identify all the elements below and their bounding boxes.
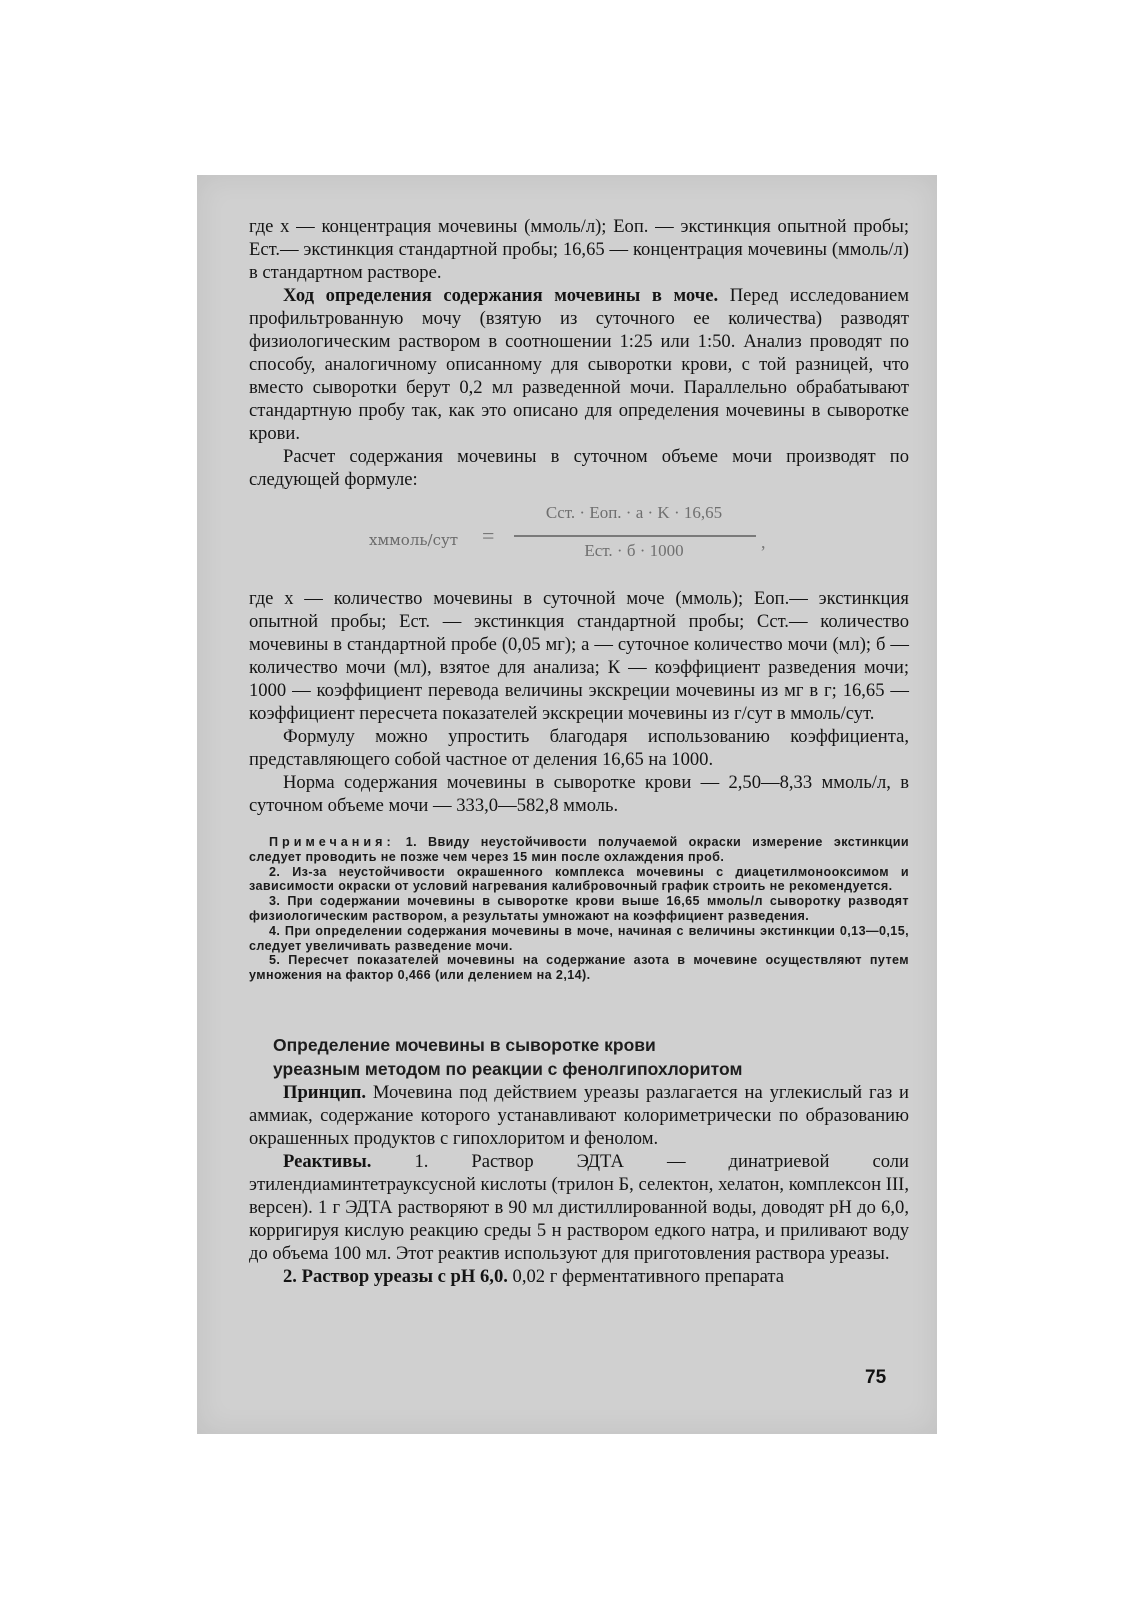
procedure-text: Перед исследованием профильтрованную мочу (взятую из суточного ее количества) разводят физиологическим раствором в соотношении 1:25 или 1:50. Анализ проводят по способу, аналогичному описанному для сыворотки крови, с той разницей, что вместо сыворотки берут 0,2 мл разведенной мочи. Параллельно обрабатывают стандартную пробу так, как это описано для определения мочевины в сыворотке крови. <box>249 285 910 444</box>
fraction-bar <box>514 535 756 537</box>
procedure-heading: Ход определения содержания мочевины в моче. <box>283 285 719 306</box>
section-heading <box>273 1033 909 1081</box>
page-number: 75 <box>865 1367 887 1388</box>
formula-comma: , <box>761 532 766 552</box>
note-4: 4. При определении содержания мочевины в моче, начиная с величины экстинкции 0,13—0,15, следует увеличивать разведение мочи. <box>249 923 909 953</box>
daily-urea-formula <box>249 491 909 587</box>
paragraph-norm: Норма содержания мочевины в сыворотке крови — 2,50—8,33 ммоль/л, в суточном объеме мочи — 333,0—582,8 ммоль. <box>249 772 909 816</box>
formula-denominator: Eст. · б · 1000 <box>584 541 684 560</box>
paragraph-formula-legend: где x — концентрация мочевины (ммоль/л); Eоп. — экстинкция опытной пробы; Eст.— экстинкция стандартной пробы; 16,65 — концентрация мочевины (ммоль/л) в стандартном растворе. <box>249 216 909 283</box>
reagents-text: 1. Раствор ЭДТА — динатриевой соли этилендиаминтетрауксусной кислоты (трилон Б, селектон, хелатон, комплексон III, версен). 1 г ЭДТА растворяют в 90 мл дистиллированной воды, доводят pH до 6,0, корригируя кислую реакцию среды 5 н раствором едкого натра, и приливают воду до объема 100 мл. Этот реактив используют для приготовления раствора уреазы. <box>249 1150 909 1264</box>
section-heading-line2: уреазным методом по реакции с фенолгипохлоритом <box>273 1058 743 1079</box>
paragraph-calculation-intro: Расчет содержания мочевины в суточном объеме мочи производят по следующей формуле: <box>249 446 909 490</box>
note-3: 3. При содержании мочевины в сыворотке крови выше 16,65 ммоль/л сыворотку разводят физиологическим раствором, а результаты умножают на коэффициент разведения. <box>249 894 909 923</box>
formula-equals: = <box>482 523 495 548</box>
formula-lhs: xммоль/сут <box>369 531 459 549</box>
formula-numerator: Cст. · Eоп. · a · K · 16,65 <box>545 503 723 522</box>
reagents-label: Реактивы. <box>283 1150 372 1172</box>
page-content <box>249 215 909 1288</box>
note-2: 2. Из-за неустойчивости окрашенного комплекса мочевины с диацетилмонооксимом и зависимости окраски от условий нагревания калибровочный график строить не рекомендуется. <box>249 864 909 894</box>
book-page <box>197 175 937 1434</box>
paragraph-reagents <box>249 1150 909 1265</box>
note-5: 5. Пересчет показателей мочевины на содержание азота в мочевине осуществляют путем умножения на фактор 0,466 (или делением на 2,14). <box>249 953 909 983</box>
paragraph-variables: где x — количество мочевины в суточной моче (ммоль); Eоп.— экстинкция опытной пробы; Eст. — экстинкция стандартной пробы; Cст.— количество мочевины в стандартной пробе (0,05 мг); а — суточное количество мочи (мл); б — количество мочи (мл), взятое для анализа; К — коэффициент разведения мочи; 1000 — коэффициент перевода величины экскреции мочевины из мг в г; 16,65 — коэффициент пересчета показателей экскреции мочевины из г/сут в ммоль/сут. <box>249 588 909 724</box>
note-1-text: 1. Ввиду неустойчивости получаемой окраски измерение экстинкции следует проводить не позже чем через 15 мин после охлаждения проб. <box>249 835 909 864</box>
notes-block <box>249 835 909 983</box>
paragraph-reagent-2 <box>249 1265 909 1288</box>
reagent-2-label: 2. Раствор уреазы с pH 6,0. <box>283 1265 508 1287</box>
paragraph-urine-procedure <box>249 284 909 445</box>
paragraph-simplify: Формулу можно упростить благодаря использованию коэффициента, представляющего собой частное от деления 16,65 на 1000. <box>249 726 909 770</box>
section-heading-line1: Определение мочевины в сыворотке крови <box>273 1034 656 1055</box>
notes-label: Примечания: <box>269 835 395 849</box>
principle-text: Мочевина под действием уреазы разлагается на углекислый газ и аммиак, содержание которого устанавливают колориметрически по образованию окрашенных продуктов с гипохлоритом и фенолом. <box>249 1081 909 1149</box>
paragraph-principle <box>249 1081 909 1150</box>
principle-label: Принцип. <box>283 1081 367 1103</box>
note-1 <box>249 835 909 865</box>
reagent-2-text: 0,02 г ферментативного препарата <box>507 1265 785 1287</box>
